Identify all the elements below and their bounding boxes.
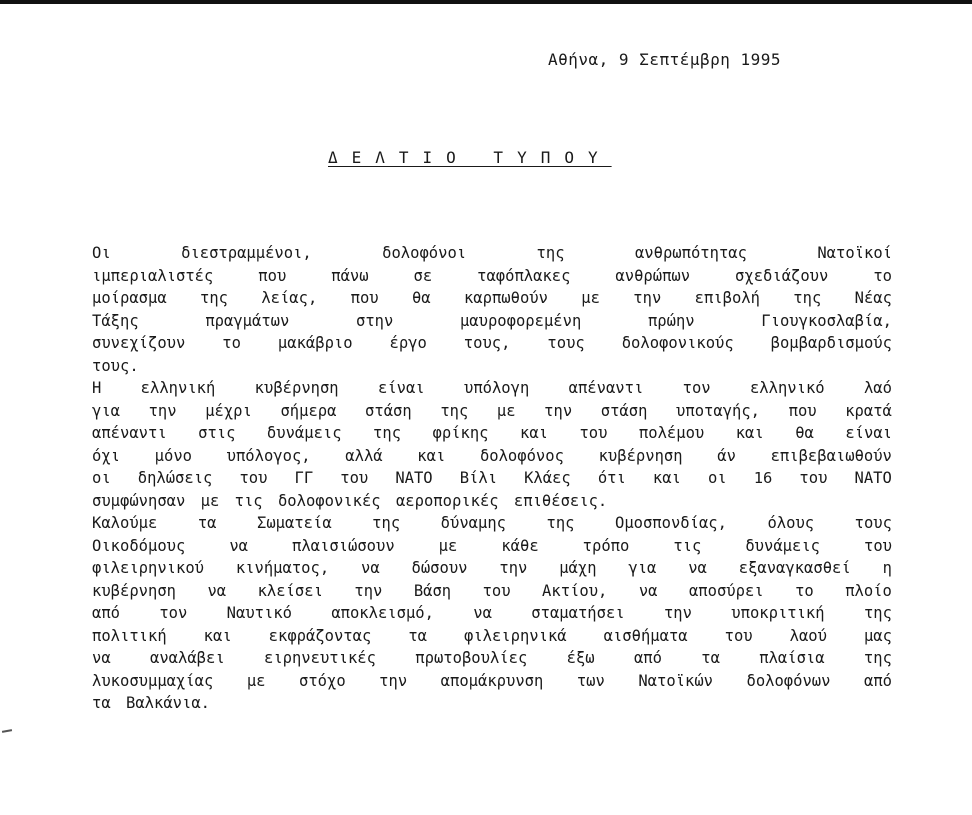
- text-line: Οι διεστραμμένοι, δολοφόνοι της ανθρωπότητας Νατοϊκοί: [92, 244, 892, 262]
- text-line: Η ελληνική κυβέρνηση είναι υπόλογη απέναντι τον ελληνικό λαό: [92, 379, 892, 397]
- text-line: Τάξης πραγμάτων στην μαυροφορεμένη πρώην Γιουγκοσλαβία,: [92, 311, 892, 330]
- text-line: απέναντι στις δυνάμεις της φρίκης και του πολέμου και θα είναι: [92, 424, 892, 442]
- scan-top-edge: [0, 0, 972, 4]
- text-line: να αναλάβει ειρηνευτικές πρωτοβουλίες έξω από τα πλαίσια της: [92, 649, 892, 667]
- text-line: οι δηλώσεις του ΓΓ του ΝΑΤΟ Βίλι Κλάες ότι και οι 16 του ΝΑΤΟ: [92, 469, 892, 487]
- text-line: τα Βαλκάνια.: [92, 694, 210, 712]
- text-line: ιμπεριαλιστές που πάνω σε ταφόπλακες ανθρώπων σχεδιάζουν το: [92, 266, 892, 285]
- page-title: ΔΕΛΤΙΟ ΤΥΠΟΥ: [328, 148, 612, 167]
- press-release-body: [92, 242, 892, 715]
- text-line: όχι μόνο υπόλογος, αλλά και δολοφόνος κυβέρνηση άν επιβεβαιωθούν: [92, 446, 892, 465]
- text-line: για την μέχρι σήμερα στάση της με την στάση υποταγής, που κρατά: [92, 401, 892, 420]
- text-line: από τον Ναυτικό αποκλεισμό, να σταματήσει την υποκριτική της: [92, 604, 892, 622]
- text-line: Καλούμε τα Σωματεία της δύναμης της Ομοσπονδίας, όλους τους: [92, 514, 892, 532]
- text-line: κυβέρνηση να κλείσει την Βάση του Ακτίου, να αποσύρει το πλοίο: [92, 581, 892, 600]
- dateline: Αθήνα, 9 Σεπτέμβρη 1995: [548, 50, 782, 69]
- text-line: Οικοδόμους να πλαισιώσουν με κάθε τρόπο τις δυνάμεις του: [92, 536, 892, 555]
- text-line: μοίρασμα της λείας, που θα καρπωθούν με την επιβολή της Νέας: [92, 289, 892, 307]
- text-line: φιλειρηνικού κινήματος, να δώσουν την μάχη για να εξαναγκασθεί η: [92, 559, 892, 577]
- text-line: λυκοσυμμαχίας με στόχο την απομάκρυνση των Νατοϊκών δολοφόνων από: [92, 671, 892, 690]
- margin-mark: [2, 729, 12, 733]
- text-line: πολιτική και εκφράζοντας τα φιλειρηνικά αισθήματα του λαού μας: [92, 626, 892, 645]
- text-line: συμφώνησαν με τις δολοφονικές αεροπορικές επιθέσεις.: [92, 491, 608, 510]
- text-line: τους.: [92, 356, 139, 375]
- text-line: συνεχίζουν το μακάβριο έργο τους, τους δολοφονικούς βομβαρδισμούς: [92, 334, 892, 352]
